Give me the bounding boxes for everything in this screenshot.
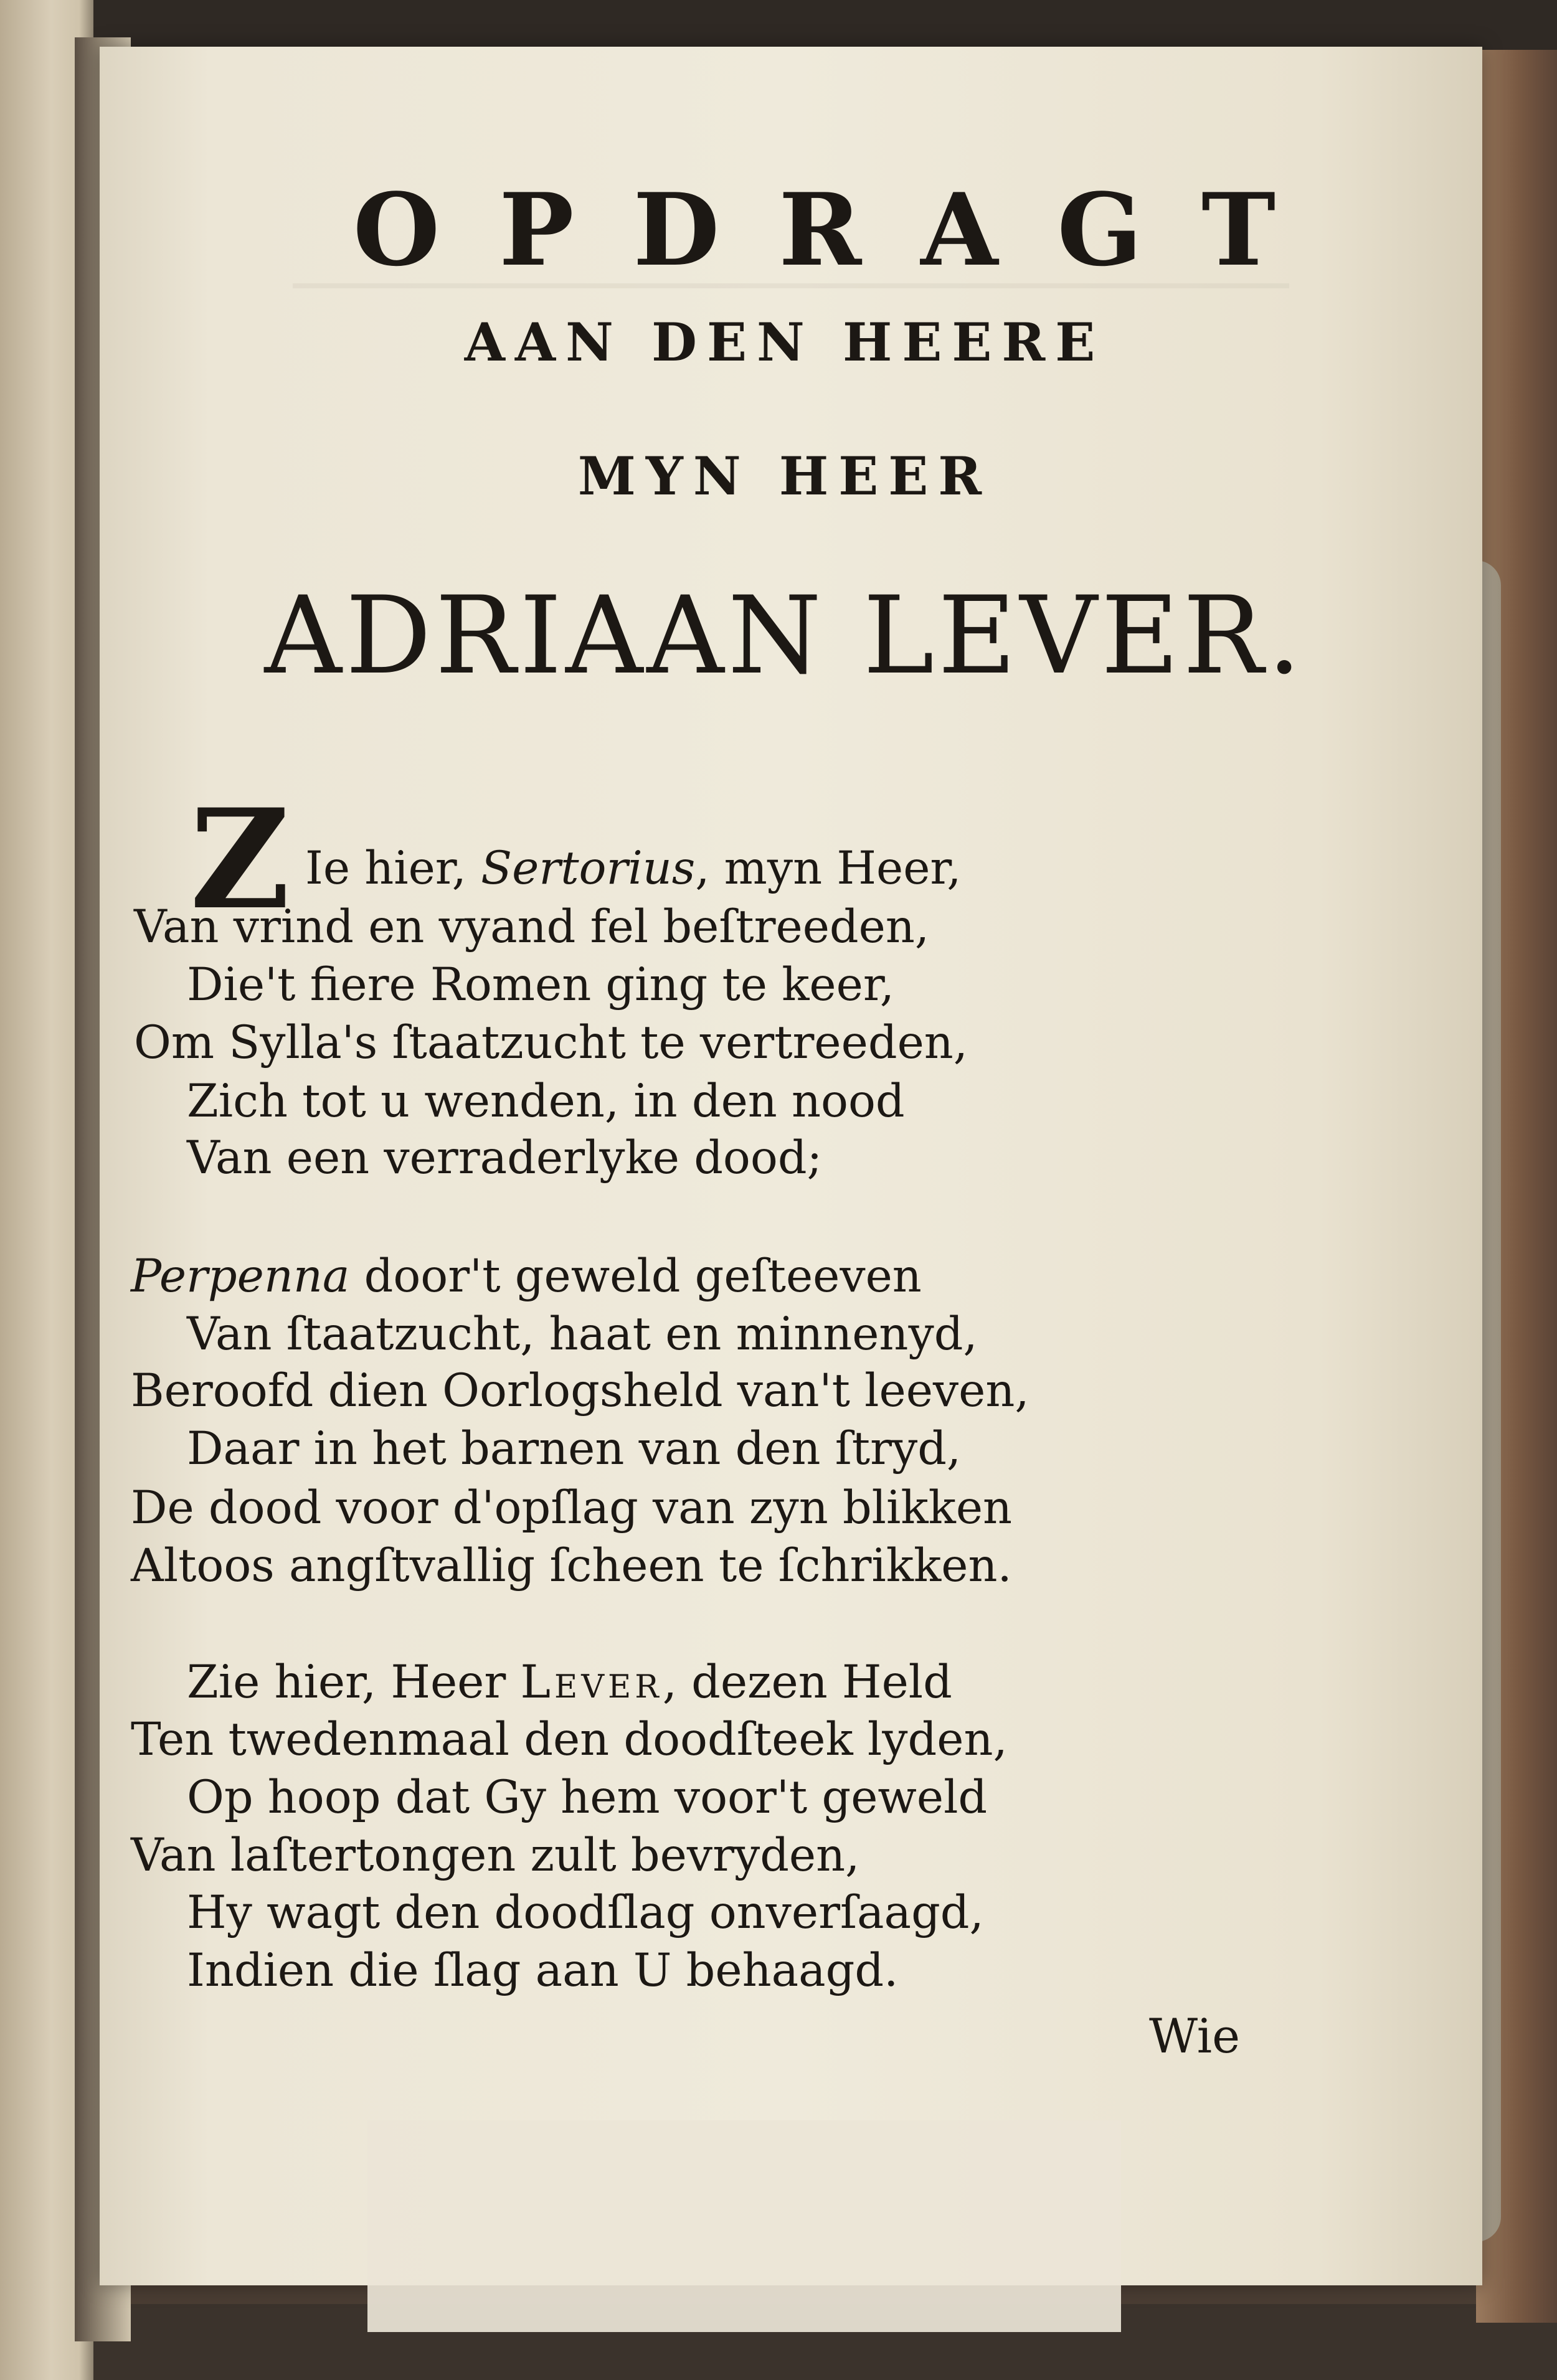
drop-cap: Z xyxy=(190,778,290,940)
stanza-1-line-2: Van vrind en vyand fel beſtreeden, xyxy=(134,900,930,953)
stanza-1-line-1: Ie hier, Sertorius, myn Heer, xyxy=(305,842,962,895)
stanza-1-line-3: Die't fiere Romen ging te keer, xyxy=(187,958,894,1011)
stanza-3-line-3: Op hoop dat Gy hem voor't geweld xyxy=(187,1771,988,1824)
subheading-address: MYN HEER xyxy=(577,445,992,507)
stanza-3-line-4: Van laſtertongen zult bevryden, xyxy=(131,1829,860,1882)
stanza-1-line-4: Om Sylla's ſtaatzucht te vertreeden, xyxy=(134,1016,968,1069)
subheading-dedication: AAN DEN HEERE xyxy=(464,311,1105,373)
stanza-1-line-6: Van een verraderlyke dood; xyxy=(187,1131,823,1184)
stanza-1-line-5: Zich tot u wenden, in den nood xyxy=(187,1075,905,1128)
stanza-2-line-2: Van ſtaatzucht, haat en minnenyd, xyxy=(187,1308,978,1361)
dedicatee-name: ADRIAAN LEVER. xyxy=(264,573,1305,698)
stanza-2-line-6: Altoos angſtvallig ſcheen te ſchrikken. xyxy=(131,1539,1012,1592)
stanza-2-line-5: De dood voor d'opſlag van zyn blikken xyxy=(131,1481,1013,1534)
stanza-2-line-1: Perpenna door't geweld geſteeven xyxy=(131,1250,922,1303)
stanza-3-line-1: Zie hier, Heer Lever, dezen Held xyxy=(187,1656,952,1709)
blank-label xyxy=(367,2120,1121,2332)
stanza-2-line-3: Beroofd dien Oorlogsheld van't leeven, xyxy=(131,1364,1029,1417)
stanza-3-line-5: Hy wagt den doodſlag onverſaagd, xyxy=(187,1886,984,1939)
stanza-3-line-2: Ten twedenmaal den doodſteek lyden, xyxy=(131,1713,1008,1766)
catchword: Wie xyxy=(1149,2008,1241,2064)
stanza-3-line-6: Indien die ſlag aan U behaagd. xyxy=(187,1944,899,1997)
heading: OPDRAGT xyxy=(353,171,1335,288)
stanza-2-line-4: Daar in het barnen van den ſtryd, xyxy=(187,1422,962,1475)
